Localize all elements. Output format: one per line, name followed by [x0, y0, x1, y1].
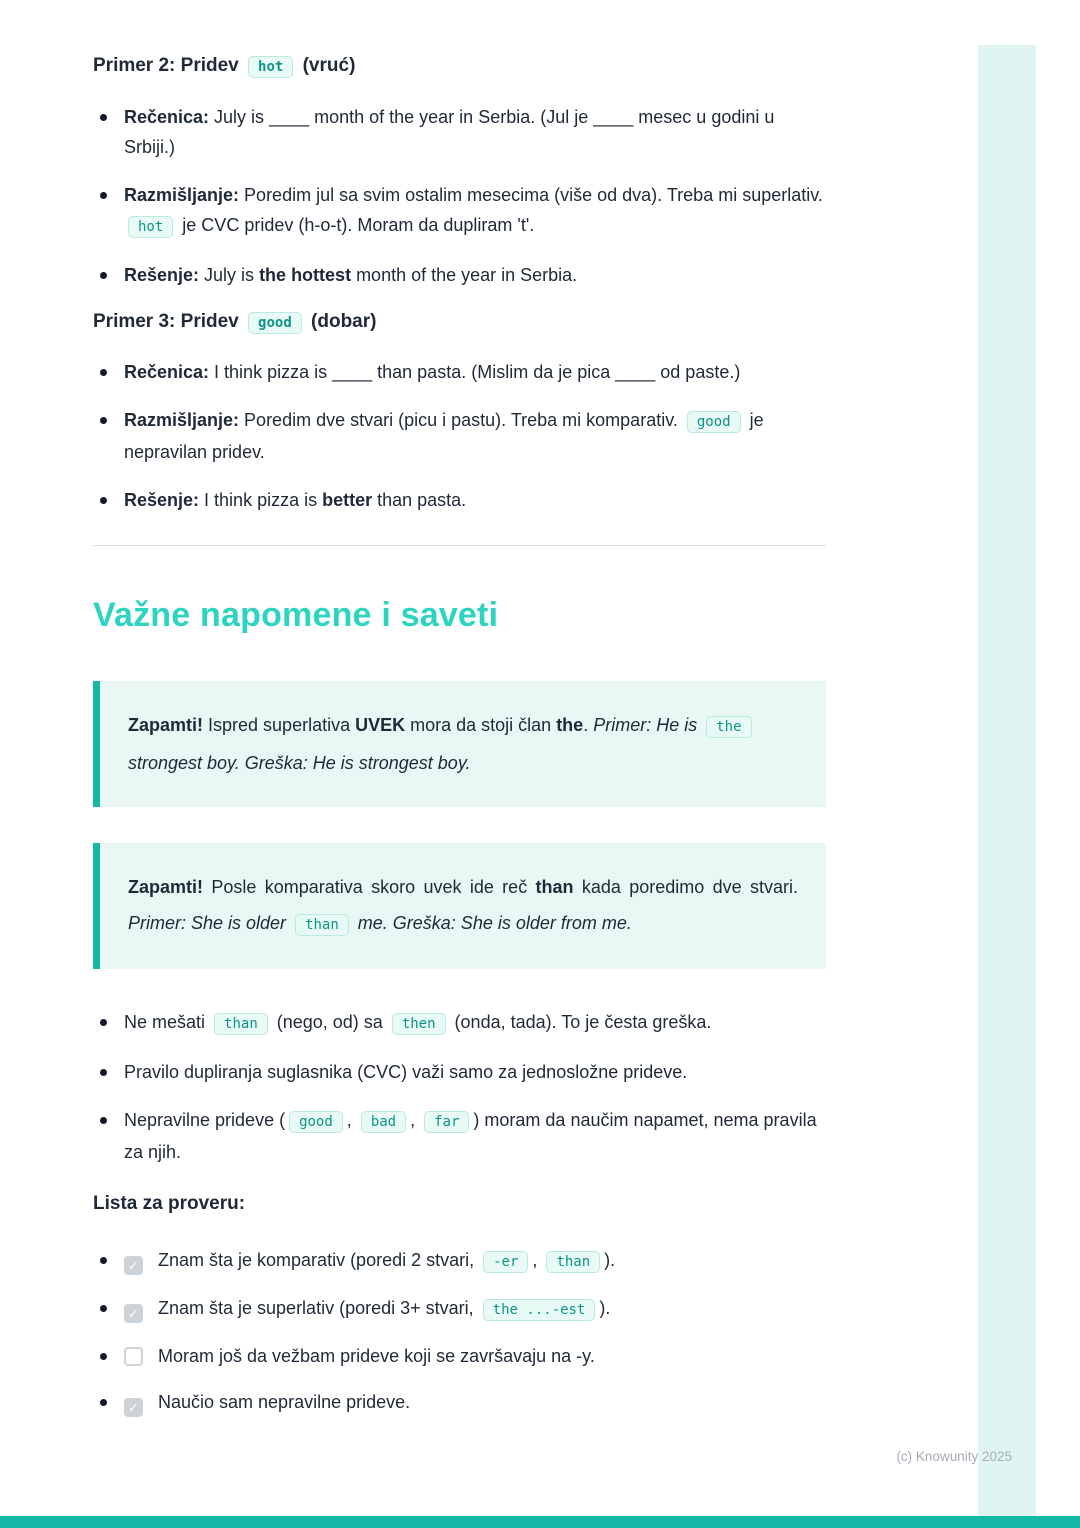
text-segment: kada poredimo dve stvari. [573, 877, 798, 898]
checklist-item-text [158, 1346, 595, 1366]
text-segment: than [535, 877, 574, 898]
text-segment: I think pizza is [199, 490, 323, 511]
code-chip: hot [128, 216, 173, 238]
code-chip: than [295, 914, 349, 936]
text-segment: Ispred superlativa [203, 715, 356, 736]
checklist-item [93, 1245, 826, 1277]
text-segment: Moram još da vežbam prideve koji se završavaju na -y. [158, 1346, 595, 1367]
list-item-text [124, 1110, 817, 1162]
code-chip: hot [248, 56, 293, 78]
text-segment: je nepravilan pridev. [124, 410, 764, 463]
text-segment: ) moram da naučim napamet, nema pravila za njih. [124, 1110, 817, 1163]
text-segment: Ne mešati [124, 1012, 211, 1033]
text-segment: Primer: She is older [128, 913, 292, 934]
checkbox-icon [124, 1347, 143, 1366]
text-segment: , [346, 1110, 357, 1131]
text-segment: mora da stoji član [405, 715, 557, 736]
text-segment: Rešenje: [124, 264, 200, 285]
text-segment: me. Greška: She is older from me. [352, 913, 632, 934]
checklist-item-text [158, 1298, 610, 1318]
text-segment: , [532, 1250, 543, 1271]
text-segment: (onda, tada). To je česta greška. [449, 1012, 712, 1033]
checkbox-icon: ✓ [124, 1304, 143, 1323]
list-item [93, 357, 826, 387]
text-segment: Znam šta je komparativ (poredi 2 stvari, [158, 1250, 480, 1271]
copyright-notice: (c) Knowunity 2025 [896, 1449, 1012, 1464]
primer3-heading [93, 308, 826, 336]
checklist [93, 1245, 826, 1417]
primer2-heading [93, 52, 826, 80]
section-divider [93, 545, 826, 546]
text-segment: Nepravilne prideve ( [124, 1110, 286, 1131]
text-segment: Razmišljanje: [124, 184, 240, 205]
text-segment: , [410, 1110, 421, 1131]
list-item-text [124, 490, 466, 510]
list-item-text [124, 1012, 711, 1032]
text-segment: Rečenica: [124, 106, 210, 127]
text-segment: July is ____ month of the year in Serbia. (Jul je ____ mesec u godini u Srbiji.) [124, 106, 775, 157]
checkbox-icon: ✓ [124, 1398, 143, 1417]
callout-text [128, 877, 798, 933]
text-segment: Znam šta je superlativ (poredi 3+ stvari, [158, 1298, 479, 1319]
checklist-item [93, 1341, 826, 1371]
checkbox-icon: ✓ [124, 1256, 143, 1275]
section-title: Važne napomene i saveti [93, 596, 499, 635]
text-segment: Posle komparativa skoro uvek ide reč [203, 877, 536, 898]
list-item [93, 485, 826, 515]
list-item [93, 102, 826, 162]
text-segment: (vruć) [297, 55, 356, 76]
content-column [93, 52, 826, 1433]
checklist-item-text [158, 1392, 410, 1412]
callout-note [93, 843, 826, 969]
text-segment: je CVC pridev (h-o-t). Moram da dupliram 't'. [177, 214, 535, 235]
text-segment: Zapamti! [128, 715, 204, 736]
right-margin-strip [978, 45, 1036, 1516]
code-chip: than [214, 1013, 268, 1035]
text-segment: UVEK [355, 715, 406, 736]
list-item-text [124, 362, 740, 382]
code-chip: the [706, 716, 751, 738]
text-segment: Pravilo dupliranja suglasnika (CVC) važi samo za jednosložne prideve. [124, 1062, 688, 1083]
text-segment: Naučio sam nepravilne prideve. [158, 1392, 411, 1413]
list-item [93, 1007, 826, 1039]
text-segment: Primer: He is [593, 715, 703, 736]
list-item-text [124, 1062, 687, 1082]
text-segment: Primer 3: Pridev [93, 310, 245, 332]
text-segment: the hottest [259, 264, 352, 285]
bottom-accent-bar [0, 1516, 1080, 1528]
code-chip: then [392, 1013, 446, 1035]
list-item [93, 405, 826, 467]
callout-note [93, 681, 826, 807]
list-item [93, 180, 826, 242]
text-segment: ). [599, 1298, 611, 1319]
text-segment: strongest boy. Greška: He is strongest boy. [128, 753, 471, 774]
list-item [93, 1105, 826, 1167]
list-item [93, 260, 826, 290]
text-segment: the [556, 715, 584, 736]
code-chip: good [248, 312, 302, 334]
code-chip: -er [483, 1251, 528, 1273]
text-segment: Zapamti! [128, 877, 204, 898]
checklist-title: Lista za proveru: [93, 1193, 246, 1215]
text-segment: than pasta. [372, 490, 467, 511]
code-chip: far [424, 1111, 469, 1133]
text-segment: Rečenica: [124, 362, 210, 383]
notes-bullets [93, 1007, 826, 1167]
primer2-bullets [93, 102, 826, 290]
primer3-bullets [93, 357, 826, 515]
list-item [93, 1057, 826, 1087]
code-chip: than [546, 1251, 600, 1273]
checklist-item [93, 1387, 826, 1417]
list-item-text [124, 265, 577, 285]
text-segment: . [583, 715, 594, 736]
text-segment: Poredim dve stvari (picu i pastu). Treba mi komparativ. [239, 410, 683, 431]
text-segment: month of the year in Serbia. [351, 264, 578, 285]
text-segment: Poredim jul sa svim ostalim mesecima (više od dva). Treba mi superlativ. [239, 184, 823, 205]
callout-text [128, 715, 756, 773]
code-chip: bad [361, 1111, 406, 1133]
text-segment: I think pizza is ____ than pasta. (Mislim da je pica ____ od paste.) [209, 362, 741, 383]
list-item-text [124, 185, 823, 235]
text-segment: Razmišljanje: [124, 410, 240, 431]
text-segment: better [322, 490, 373, 511]
text-segment: (dobar) [305, 310, 377, 332]
code-chip: the ...-est [483, 1299, 596, 1321]
list-item-text [124, 107, 774, 157]
checklist-item [93, 1293, 826, 1325]
text-segment: Primer 2: Pridev [93, 55, 245, 76]
text-segment: Rešenje: [124, 490, 200, 511]
text-segment: (nego, od) sa [271, 1012, 388, 1033]
code-chip: good [687, 411, 741, 433]
code-chip: good [289, 1111, 343, 1133]
list-item-text [124, 410, 764, 462]
text-segment: ). [604, 1250, 616, 1271]
checklist-item-text [158, 1250, 615, 1270]
text-segment: July is [199, 264, 260, 285]
